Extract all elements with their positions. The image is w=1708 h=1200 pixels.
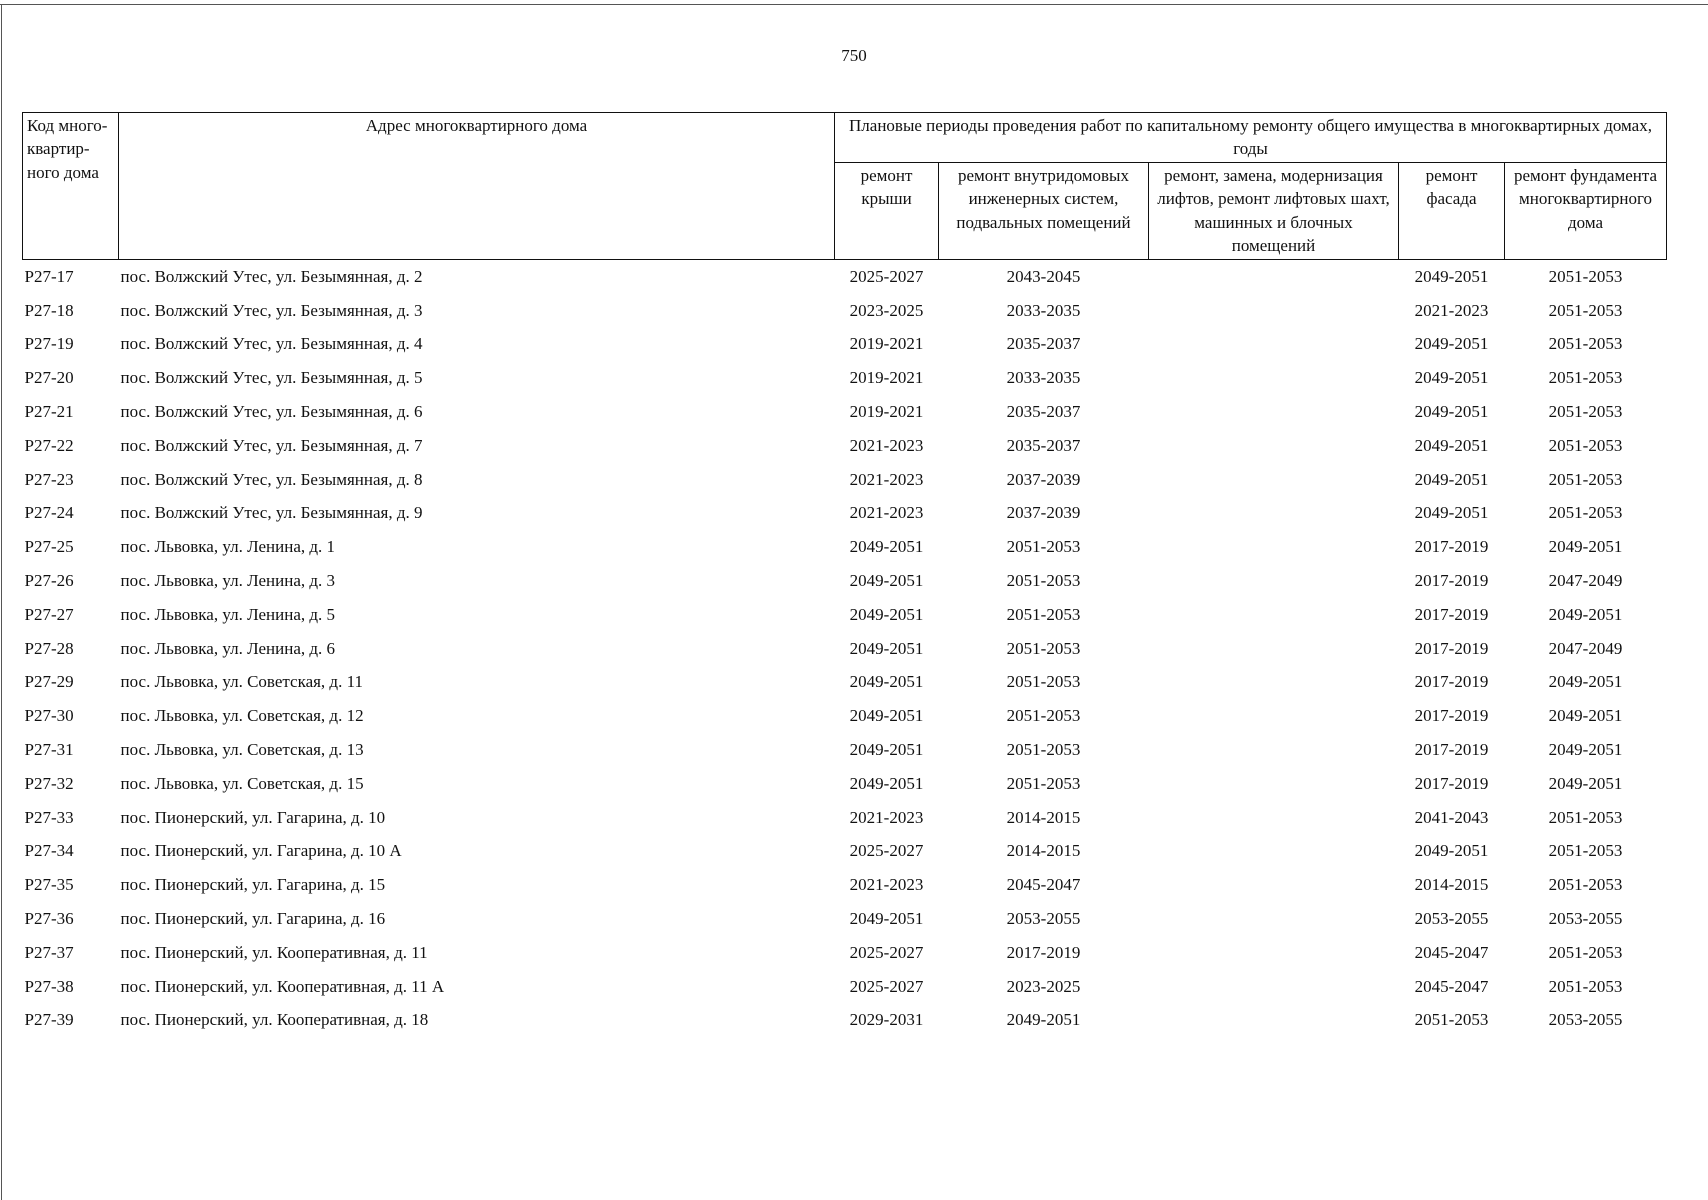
cell-code: P27-31 (24, 740, 74, 760)
cell-lifts (1149, 496, 1399, 530)
table-row (23, 564, 1667, 598)
cell-lifts (1149, 294, 1399, 328)
cell-foundation: 2049-2051 (1548, 537, 1623, 557)
cell-roof: 2019-2021 (849, 368, 924, 388)
cell-engineering: 2043-2045 (1006, 266, 1081, 286)
cell-code: P27-27 (24, 604, 74, 624)
cell-address: пос. Пионерский, ул. Кооперативная, д. 11 (120, 942, 428, 962)
cell-lifts (1149, 564, 1399, 598)
cell-address: пос. Львовка, ул. Ленина, д. 6 (120, 638, 336, 658)
cell-address: пос. Пионерский, ул. Гагарина, д. 15 (120, 875, 386, 895)
cell-roof: 2021-2023 (849, 875, 924, 895)
cell-lifts (1149, 699, 1399, 733)
cell-foundation: 2051-2053 (1548, 469, 1623, 489)
cell-facade: 2049-2051 (1414, 435, 1489, 455)
table-row (23, 598, 1667, 632)
cell-address: пос. Волжский Утес, ул. Безымянная, д. 4 (120, 334, 423, 354)
cell-foundation: 2049-2051 (1548, 706, 1623, 726)
cell-engineering: 2049-2051 (1006, 1010, 1081, 1030)
table-row (23, 327, 1667, 361)
cell-address: пос. Волжский Утес, ул. Безымянная, д. 8 (120, 469, 423, 489)
cell-code: P27-21 (24, 402, 74, 422)
cell-lifts (1149, 733, 1399, 767)
cell-address: пос. Волжский Утес, ул. Безымянная, д. 5 (120, 368, 423, 388)
cell-address: пос. Пионерский, ул. Кооперативная, д. 18 (120, 1010, 429, 1030)
header-facade: ремонт фасада (1399, 162, 1505, 259)
cell-foundation: 2051-2053 (1548, 368, 1623, 388)
cell-code: P27-17 (24, 266, 74, 286)
table-row (23, 361, 1667, 395)
cell-lifts (1149, 631, 1399, 665)
cell-facade: 2045-2047 (1414, 976, 1489, 996)
table-body (23, 259, 1667, 1037)
cell-code: P27-20 (24, 368, 74, 388)
cell-lifts (1149, 834, 1399, 868)
cell-code: P27-24 (24, 503, 74, 523)
cell-roof: 2049-2051 (849, 672, 924, 692)
cell-foundation: 2051-2053 (1548, 875, 1623, 895)
cell-facade: 2017-2019 (1414, 571, 1489, 591)
cell-roof: 2049-2051 (849, 773, 924, 793)
cell-address: пос. Волжский Утес, ул. Безымянная, д. 2 (120, 266, 423, 286)
cell-engineering: 2017-2019 (1006, 942, 1081, 962)
cell-foundation: 2051-2053 (1548, 942, 1623, 962)
cell-foundation: 2051-2053 (1548, 300, 1623, 320)
cell-roof: 2019-2021 (849, 402, 924, 422)
cell-address: пос. Пионерский, ул. Гагарина, д. 16 (120, 909, 386, 929)
table-row (23, 733, 1667, 767)
cell-foundation: 2049-2051 (1548, 773, 1623, 793)
cell-engineering: 2035-2037 (1006, 435, 1081, 455)
table-row (23, 834, 1667, 868)
table-row (23, 800, 1667, 834)
cell-facade: 2041-2043 (1414, 807, 1489, 827)
cell-address: пос. Львовка, ул. Ленина, д. 5 (120, 604, 336, 624)
cell-foundation: 2051-2053 (1548, 807, 1623, 827)
cell-code: P27-19 (24, 334, 74, 354)
cell-code: P27-28 (24, 638, 74, 658)
cell-engineering: 2045-2047 (1006, 875, 1081, 895)
cell-code: P27-37 (24, 942, 74, 962)
cell-foundation: 2049-2051 (1548, 604, 1623, 624)
cell-roof: 2025-2027 (849, 942, 924, 962)
cell-address: пос. Волжский Утес, ул. Безымянная, д. 9 (120, 503, 423, 523)
cell-foundation: 2051-2053 (1548, 402, 1623, 422)
cell-code: P27-34 (24, 841, 74, 861)
cell-address: пос. Львовка, ул. Советская, д. 15 (120, 773, 364, 793)
cell-facade: 2017-2019 (1414, 706, 1489, 726)
table-row (23, 294, 1667, 328)
cell-address: пос. Волжский Утес, ул. Безымянная, д. 6 (120, 402, 423, 422)
cell-roof: 2049-2051 (849, 571, 924, 591)
cell-lifts (1149, 868, 1399, 902)
cell-foundation: 2051-2053 (1548, 334, 1623, 354)
cell-facade: 2017-2019 (1414, 604, 1489, 624)
page-frame-top (0, 4, 1708, 5)
cell-roof: 2049-2051 (849, 604, 924, 624)
cell-roof: 2049-2051 (849, 740, 924, 760)
cell-foundation: 2051-2053 (1548, 503, 1623, 523)
cell-address: пос. Львовка, ул. Ленина, д. 3 (120, 571, 336, 591)
cell-engineering: 2023-2025 (1006, 976, 1081, 996)
cell-code: P27-22 (24, 435, 74, 455)
header-code: Код много-квартир-ного дома (23, 113, 119, 260)
cell-foundation: 2051-2053 (1548, 841, 1623, 861)
cell-engineering: 2051-2053 (1006, 638, 1081, 658)
page-number: 750 (841, 46, 867, 65)
table-row (23, 496, 1667, 530)
cell-engineering: 2037-2039 (1006, 469, 1081, 489)
table-row (23, 902, 1667, 936)
cell-engineering: 2033-2035 (1006, 300, 1081, 320)
cell-facade: 2017-2019 (1414, 672, 1489, 692)
cell-lifts (1149, 1003, 1399, 1037)
cell-foundation: 2049-2051 (1548, 672, 1623, 692)
cell-lifts (1149, 800, 1399, 834)
cell-engineering: 2014-2015 (1006, 807, 1081, 827)
table-row (23, 699, 1667, 733)
cell-roof: 2019-2021 (849, 334, 924, 354)
cell-roof: 2021-2023 (849, 807, 924, 827)
cell-lifts (1149, 361, 1399, 395)
cell-roof: 2049-2051 (849, 638, 924, 658)
cell-facade: 2053-2055 (1414, 909, 1489, 929)
capital-repair-table (22, 112, 1667, 1037)
cell-foundation: 2049-2051 (1548, 740, 1623, 760)
table-row (23, 767, 1667, 801)
cell-lifts (1149, 327, 1399, 361)
cell-roof: 2021-2023 (849, 435, 924, 455)
cell-facade: 2049-2051 (1414, 503, 1489, 523)
cell-engineering: 2051-2053 (1006, 773, 1081, 793)
cell-lifts (1149, 665, 1399, 699)
cell-roof: 2025-2027 (849, 976, 924, 996)
cell-address: пос. Львовка, ул. Советская, д. 12 (120, 706, 364, 726)
cell-facade: 2051-2053 (1414, 1010, 1489, 1030)
cell-address: пос. Львовка, ул. Советская, д. 13 (120, 740, 364, 760)
cell-facade: 2021-2023 (1414, 300, 1489, 320)
cell-lifts (1149, 395, 1399, 429)
cell-code: P27-35 (24, 875, 74, 895)
cell-facade: 2014-2015 (1414, 875, 1489, 895)
cell-lifts (1149, 767, 1399, 801)
cell-code: P27-39 (24, 1010, 74, 1030)
cell-roof: 2049-2051 (849, 909, 924, 929)
cell-roof: 2021-2023 (849, 469, 924, 489)
cell-roof: 2025-2027 (849, 841, 924, 861)
table-row (23, 1003, 1667, 1037)
table-row (23, 530, 1667, 564)
table-row (23, 665, 1667, 699)
cell-foundation: 2053-2055 (1548, 909, 1623, 929)
cell-address: пос. Пионерский, ул. Гагарина, д. 10 А (120, 841, 402, 861)
header-roof: ремонт крыши (835, 162, 939, 259)
cell-lifts (1149, 463, 1399, 497)
cell-lifts (1149, 598, 1399, 632)
cell-roof: 2025-2027 (849, 266, 924, 286)
cell-foundation: 2047-2049 (1548, 638, 1623, 658)
table-row (23, 463, 1667, 497)
cell-lifts (1149, 259, 1399, 293)
cell-code: P27-29 (24, 672, 74, 692)
cell-foundation: 2051-2053 (1548, 435, 1623, 455)
cell-code: P27-23 (24, 469, 74, 489)
cell-foundation: 2053-2055 (1548, 1010, 1623, 1030)
cell-code: P27-36 (24, 909, 74, 929)
cell-address: пос. Волжский Утес, ул. Безымянная, д. 3 (120, 300, 423, 320)
cell-facade: 2017-2019 (1414, 740, 1489, 760)
cell-lifts (1149, 936, 1399, 970)
cell-code: P27-32 (24, 773, 74, 793)
cell-facade: 2049-2051 (1414, 368, 1489, 388)
cell-facade: 2017-2019 (1414, 537, 1489, 557)
cell-engineering: 2051-2053 (1006, 706, 1081, 726)
table-row (23, 936, 1667, 970)
cell-code: P27-26 (24, 571, 74, 591)
table-row (23, 429, 1667, 463)
cell-engineering: 2037-2039 (1006, 503, 1081, 523)
cell-code: P27-18 (24, 300, 74, 320)
cell-code: P27-33 (24, 807, 74, 827)
cell-roof: 2049-2051 (849, 706, 924, 726)
cell-address: пос. Львовка, ул. Советская, д. 11 (120, 672, 363, 692)
cell-engineering: 2051-2053 (1006, 604, 1081, 624)
cell-roof: 2029-2031 (849, 1010, 924, 1030)
header-periods: Плановые периоды проведения работ по капитальному ремонту общего имущества в многоквартирных домах, годы (835, 113, 1667, 163)
header-address: Адрес многоквартирного дома (119, 113, 835, 260)
cell-facade: 2049-2051 (1414, 469, 1489, 489)
header-foundation: ремонт фундамента многоквартирного дома (1505, 162, 1667, 259)
cell-lifts (1149, 902, 1399, 936)
cell-roof: 2023-2025 (849, 300, 924, 320)
cell-roof: 2021-2023 (849, 503, 924, 523)
cell-address: пос. Львовка, ул. Ленина, д. 1 (120, 537, 336, 557)
header-engineering: ремонт внутридомовых инженерных систем, подвальных помещений (939, 162, 1149, 259)
table-row (23, 259, 1667, 293)
header-lifts: ремонт, замена, модернизация лифтов, ремонт лифтовых шахт, машинных и блочных помещений (1149, 162, 1399, 259)
table-row (23, 631, 1667, 665)
cell-roof: 2049-2051 (849, 537, 924, 557)
cell-lifts (1149, 429, 1399, 463)
cell-code: P27-25 (24, 537, 74, 557)
cell-engineering: 2051-2053 (1006, 672, 1081, 692)
cell-engineering: 2014-2015 (1006, 841, 1081, 861)
page-frame-left (1, 4, 2, 1200)
cell-foundation: 2051-2053 (1548, 266, 1623, 286)
cell-facade: 2049-2051 (1414, 334, 1489, 354)
cell-engineering: 2051-2053 (1006, 571, 1081, 591)
cell-engineering: 2033-2035 (1006, 368, 1081, 388)
cell-engineering: 2051-2053 (1006, 740, 1081, 760)
cell-address: пос. Пионерский, ул. Кооперативная, д. 11 А (120, 976, 445, 996)
cell-facade: 2049-2051 (1414, 266, 1489, 286)
table-row (23, 969, 1667, 1003)
cell-lifts (1149, 530, 1399, 564)
cell-engineering: 2035-2037 (1006, 334, 1081, 354)
cell-code: P27-38 (24, 976, 74, 996)
cell-foundation: 2047-2049 (1548, 571, 1623, 591)
cell-facade: 2049-2051 (1414, 402, 1489, 422)
cell-address: пос. Пионерский, ул. Гагарина, д. 10 (120, 807, 386, 827)
cell-code: P27-30 (24, 706, 74, 726)
table-row (23, 868, 1667, 902)
table-row (23, 395, 1667, 429)
cell-facade: 2017-2019 (1414, 773, 1489, 793)
cell-address: пос. Волжский Утес, ул. Безымянная, д. 7 (120, 435, 423, 455)
cell-foundation: 2051-2053 (1548, 976, 1623, 996)
cell-engineering: 2035-2037 (1006, 402, 1081, 422)
cell-lifts (1149, 969, 1399, 1003)
cell-facade: 2045-2047 (1414, 942, 1489, 962)
cell-engineering: 2053-2055 (1006, 909, 1081, 929)
cell-facade: 2017-2019 (1414, 638, 1489, 658)
cell-facade: 2049-2051 (1414, 841, 1489, 861)
cell-engineering: 2051-2053 (1006, 537, 1081, 557)
